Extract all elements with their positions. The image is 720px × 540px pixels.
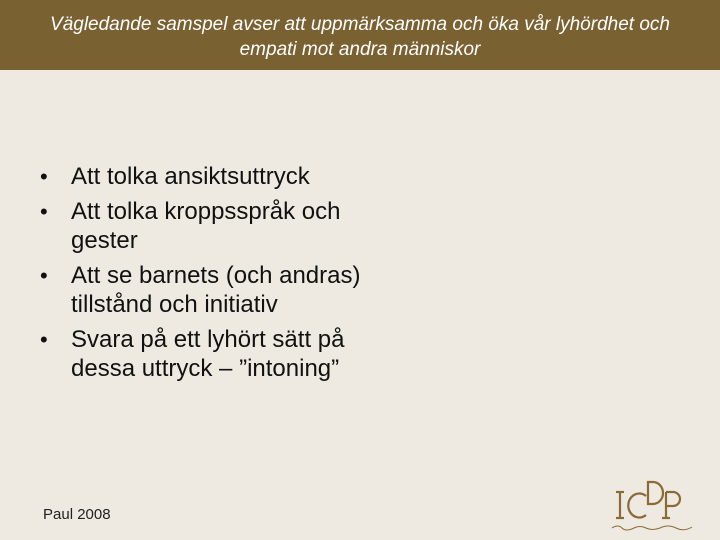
bullet-text: Att tolka kroppsspråk och gester [71, 198, 341, 254]
bullet-text: Att se barnets (och andras) tillstånd och initiativ [71, 262, 361, 318]
bullet-icon: • [40, 164, 48, 189]
list-item [40, 197, 370, 255]
bullet-text: Svara på ett lyhört sätt på dessa uttryck – ”intoning” [71, 326, 345, 382]
bullet-icon: • [40, 199, 48, 224]
slide-title: Vägledande samspel avser att uppmärksamma och öka vår lyhördhet och empati mot andra människor [50, 14, 670, 60]
title-bar [0, 0, 720, 70]
list-item [40, 325, 370, 383]
bullet-text: Att tolka ansiktsuttryck [71, 163, 310, 190]
bullet-icon: • [40, 327, 48, 352]
bullet-list [40, 162, 370, 389]
citation: Paul 2008 [43, 506, 111, 523]
list-item [40, 261, 370, 319]
icdp-logo [606, 478, 696, 534]
bullet-icon: • [40, 263, 48, 288]
list-item [40, 162, 370, 191]
